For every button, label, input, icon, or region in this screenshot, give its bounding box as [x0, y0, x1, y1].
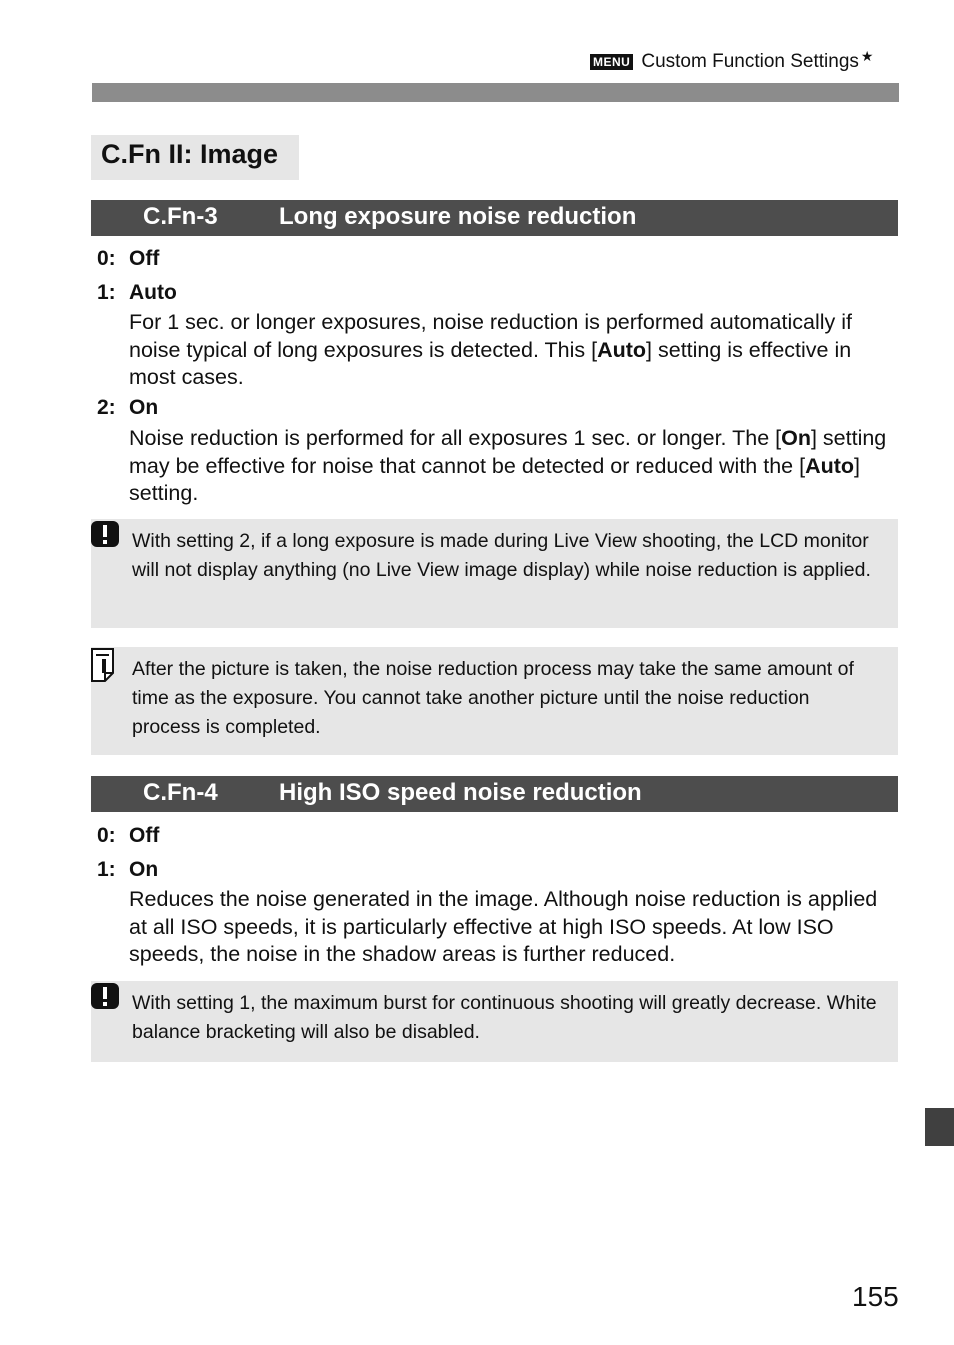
- desc-text: ] setting may be effective for noise that cannot be detected or reduced with the [: [129, 426, 887, 478]
- star-icon: ★: [860, 47, 874, 64]
- fn3-on-description: [129, 425, 894, 508]
- fn4-option-1: [97, 857, 158, 883]
- option-number: 2:: [97, 396, 116, 419]
- option-label: On: [129, 396, 159, 419]
- section-title: C.Fn II: Image: [91, 135, 299, 180]
- desc-text: ] setting.: [129, 453, 861, 505]
- desc-text: Noise reduction is performed for all exposures 1 sec. or longer. The [: [129, 426, 782, 450]
- header-title: Custom Function Settings: [641, 51, 859, 72]
- fn3-option-0: [97, 246, 159, 272]
- option-label: Auto: [129, 281, 177, 304]
- fn4-name: High ISO speed noise reduction: [279, 779, 642, 806]
- chapter-thumb-tab: [925, 1108, 954, 1146]
- caution-box: [91, 981, 898, 1062]
- option-number: 0:: [97, 824, 116, 847]
- desc-bold: Auto: [597, 337, 647, 362]
- desc-bold: Auto: [805, 453, 855, 478]
- option-label: Off: [129, 824, 160, 847]
- caution-text: With setting 1, the maximum burst for continuous shooting will greatly decrease. White balance bracketing will also be disabled.: [132, 992, 877, 1043]
- fn3-option-1: [97, 280, 177, 306]
- fn4-title-bar: [91, 776, 898, 812]
- note-box: [91, 647, 898, 755]
- note-icon: [91, 647, 121, 683]
- caution-box: [91, 519, 898, 628]
- fn3-option-2: [97, 395, 158, 421]
- page-number: 155: [852, 1281, 899, 1312]
- fn3-code: C.Fn-3: [143, 203, 218, 230]
- option-number: 1:: [97, 281, 116, 304]
- header-rule: [92, 83, 899, 102]
- fn3-name: Long exposure noise reduction: [279, 203, 637, 230]
- desc-text: For 1 sec. or longer exposures, noise reduction is performed automatically if noise typical of long exposures is detected. This [: [129, 310, 852, 362]
- note-text: After the picture is taken, the noise reduction process may take the same amount of time as the exposure. You cannot take another picture until the noise reduction process is completed.: [132, 658, 854, 738]
- page-header: [590, 47, 874, 74]
- fn4-on-description: Reduces the noise generated in the image. Although noise reduction is applied at all ISO speeds, it is particularly effective at high ISO speeds. At low ISO speeds, the noise in the shadow areas is further reduced.: [129, 887, 878, 966]
- fn3-title-bar: [91, 200, 898, 236]
- fn4-code: C.Fn-4: [143, 779, 218, 806]
- caution-text: With setting 2, if a long exposure is made during Live View shooting, the LCD monitor will not display anything (no Live View image display) while noise reduction is applied.: [132, 530, 871, 581]
- caution-icon: [91, 981, 121, 1011]
- caution-icon: [91, 519, 121, 549]
- fn3-auto-description: [129, 309, 894, 392]
- option-number: 0:: [97, 247, 116, 270]
- option-number: 1:: [97, 858, 116, 881]
- menu-icon: MENU: [590, 54, 633, 70]
- desc-bold: On: [781, 426, 811, 450]
- desc-text: ] setting is effective in most cases.: [129, 337, 852, 389]
- fn4-option-0: [97, 823, 159, 849]
- option-label: On: [129, 858, 159, 881]
- option-label: Off: [129, 247, 160, 270]
